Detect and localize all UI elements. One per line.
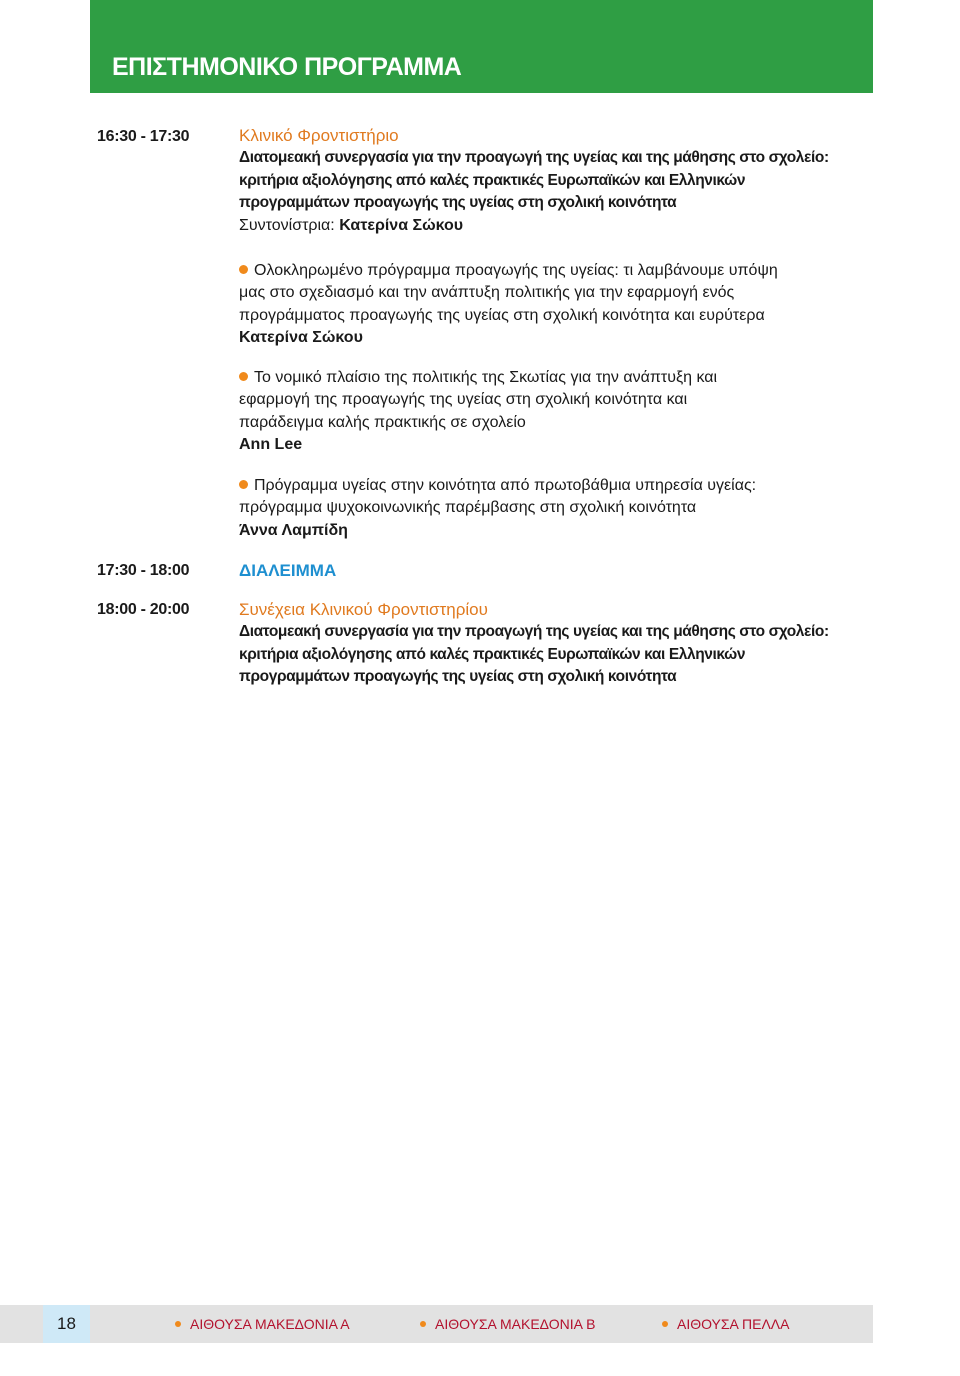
session-block (239, 560, 879, 582)
page-title: ΕΠΙΣΤΗΜΟΝΙΚΟ ΠΡΟΓΡΑΜΜΑ (112, 53, 462, 81)
bullet-dot-icon (239, 372, 248, 381)
session-subtitle-line: Διατομεακή συνεργασία για την προαγωγή της υγείας και της μάθησης στο σχολείο: (239, 149, 829, 166)
coordinator-line (239, 215, 879, 237)
hall-label: ΑΙΘΟΥΣΑ ΠΕΛΛΑ (677, 1316, 790, 1332)
bullet-dot-icon (662, 1321, 668, 1327)
session-subtitle-line: κριτήρια αξιολόγησης από καλές πρακτικές Ευρωπαϊκών και Ελληνικών (239, 645, 746, 663)
hall-label: ΑΙΘΟΥΣΑ ΜΑΚΕΔΟΝΙΑ Β (435, 1316, 596, 1332)
talk-title-line: εφαρμογή της προαγωγής της υγείας στη σχολική κοινότητα και (239, 391, 688, 409)
session-block (239, 599, 879, 689)
talk-item (239, 475, 859, 542)
talk-title-line: μας στο σχεδιασμό και την ανάπτυξη πολιτικής για την εφαρμογή ενός (239, 284, 735, 302)
hall-legend-item (662, 1305, 790, 1343)
bullet-dot-icon (420, 1321, 426, 1327)
talk-speaker: Ann Lee (239, 435, 303, 453)
session-subtitle-line: Διατομεακή συνεργασία για την προαγωγή της υγείας και της μάθησης στο σχολείο: (239, 623, 829, 640)
talk-title-line: Ολοκληρωμένο πρόγραμμα προαγωγής της υγείας: τι λαμβάνουμε υπόψη (254, 262, 778, 279)
talk-title-line: παράδειγμα καλής πρακτικής σε σχολείο (239, 413, 526, 431)
session-subtitle-line: προγραμμάτων προαγωγής της υγείας στη σχολική κοινότητα (239, 194, 677, 212)
talk-title-line: Το νομικό πλαίσιο της πολιτικής της Σκωτίας για την ανάπτυξη και (254, 369, 718, 386)
talk-speaker: Άννα Λαμπίδη (239, 521, 348, 539)
session-time: 17:30 - 18:00 (97, 562, 190, 579)
session-time: 18:00 - 20:00 (97, 601, 190, 618)
talk-title-line: προγράμματος προαγωγής της υγείας στη σχολική κοινότητα και ευρύτερα (239, 306, 765, 324)
bullet-dot-icon (239, 265, 248, 274)
session-block (239, 125, 879, 237)
coordinator-name: Κατερίνα Σώκου (339, 216, 464, 234)
session-subtitle-line: κριτήρια αξιολόγησης από καλές πρακτικές Ευρωπαϊκών και Ελληνικών (239, 171, 746, 189)
hall-legend-item (175, 1305, 350, 1343)
header-bar (90, 0, 873, 93)
hall-legend-item (420, 1305, 595, 1343)
session-title: Κλινικό Φροντιστήριο (239, 126, 399, 145)
bullet-dot-icon (239, 480, 248, 489)
page-number: 18 (43, 1305, 90, 1343)
hall-label: ΑΙΘΟΥΣΑ ΜΑΚΕΔΟΝΙΑ Α (190, 1316, 350, 1332)
talk-item (239, 367, 859, 456)
session-subtitle-line: προγραμμάτων προαγωγής της υγείας στη σχολική κοινότητα (239, 668, 677, 686)
bullet-dot-icon (175, 1321, 181, 1327)
session-title: Συνέχεια Κλινικού Φροντιστηρίου (239, 600, 488, 619)
talk-title-line: Πρόγραμμα υγείας στην κοινότητα από πρωτοβάθμια υπηρεσία υγείας: (254, 477, 757, 494)
break-title: ΔΙΑΛΕΙΜΜΑ (239, 561, 337, 580)
session-time: 16:30 - 17:30 (97, 128, 190, 145)
talk-title-line: πρόγραμμα ψυχοκοινωνικής παρέμβασης στη σχολική κοινότητα (239, 499, 697, 517)
coordinator-label: Συντονίστρια: (239, 216, 335, 234)
talk-item (239, 260, 859, 349)
talk-speaker: Κατερίνα Σώκου (239, 328, 363, 346)
